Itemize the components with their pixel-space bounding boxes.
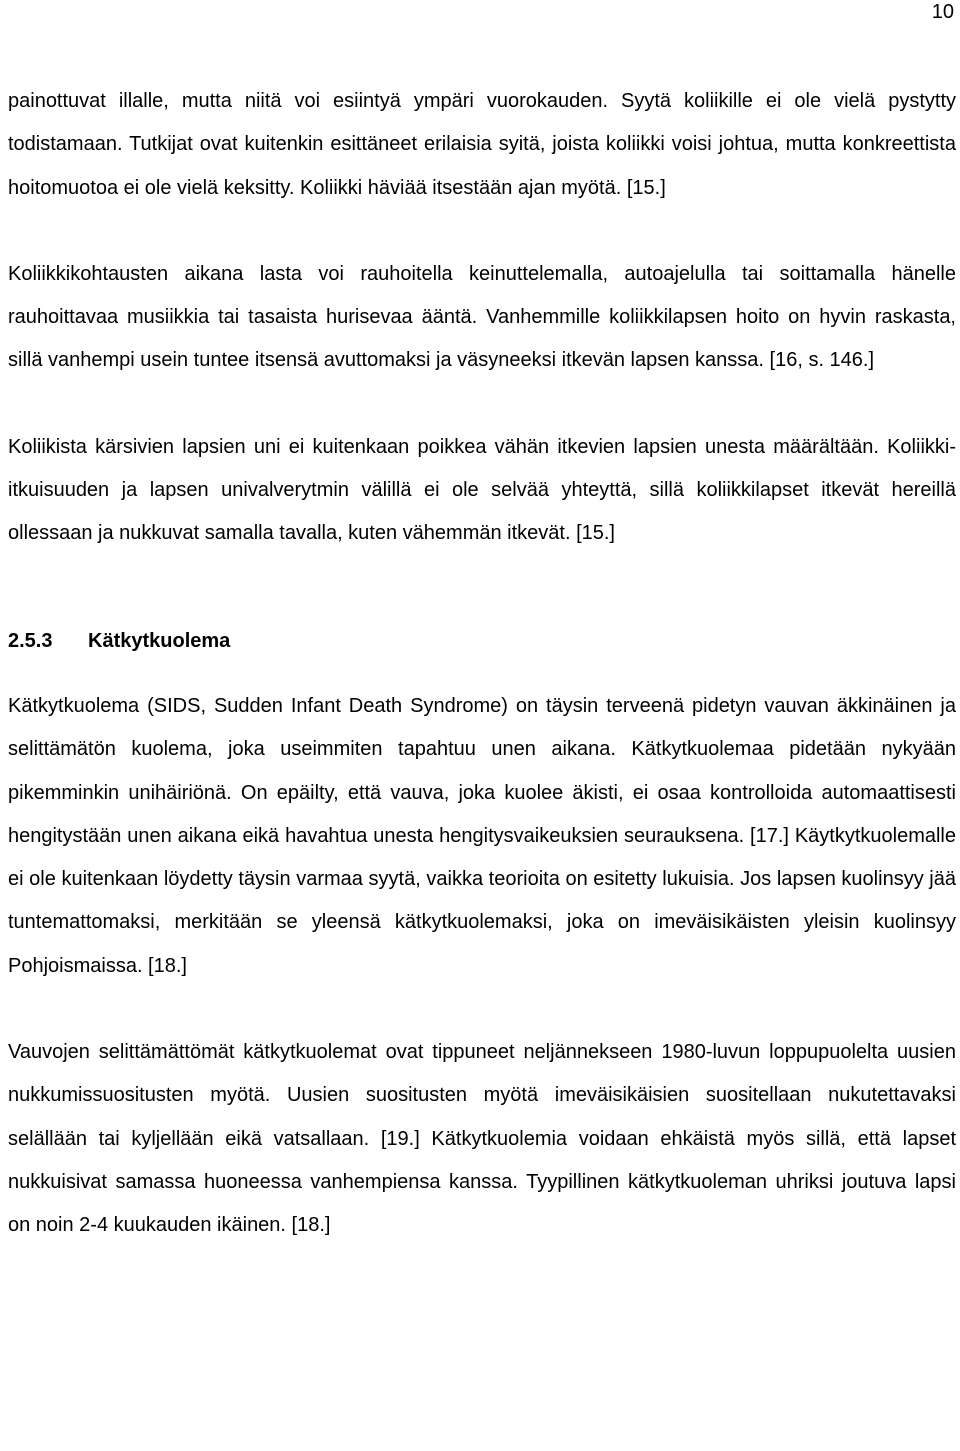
section-title: Kätkytkuolema [88, 629, 231, 652]
body-text [8, 80, 956, 1248]
paragraph: Vauvojen selittämättömät kätkytkuolemat ovat tippuneet neljännekseen 1980-luvun loppupuolelta uusien nukkumissuositusten myötä. Uusien suositusten myötä imeväisikäisien suositellaan nukutettavaksi selällään tai kyljellään eikä vatsallaan. [19.] Kätkytkuolemia voidaan ehkäistä myös sillä, että lapset nukkuisivat samassa huoneessa vanhempiensa kanssa. Tyypillinen kätkytkuoleman uhriksi joutuva lapsi on noin 2-4 kuukauden ikäinen. [18.] [8, 1041, 956, 1237]
section-heading [8, 620, 956, 663]
paragraph: Koliikkikohtausten aikana lasta voi rauhoitella keinuttelemalla, autoajelulla tai soittamalla hänelle rauhoittavaa musiikkia tai tasaista hurisevaa ääntä. Vanhemmille koliikkilapsen hoito on hyvin raskasta, sillä vanhempi usein tuntee itsensä avuttomaksi ja väsyneeksi itkevän lapsen kanssa. [16, s. 146.] [8, 262, 956, 372]
paragraph: painottuvat illalle, mutta niitä voi esiintyä ympäri vuorokauden. Syytä koliikille ei ole vielä pystytty todistamaan. Tutkijat ovat kuitenkin esittäneet erilaisia syitä, joista koliikki voisi johtua, mutta konkreettista hoitomuotoa ei ole vielä keksitty. Koliikki häviää itsestään ajan myötä. [15.] [8, 90, 956, 199]
paragraph: Koliikista kärsivien lapsien uni ei kuitenkaan poikkea vähän itkevien lapsien unesta määrältään. Koliikki-itkuisuuden ja lapsen univalverytmin välillä ei ole selvää yhteyttä, sillä koliikkilapset itkevät hereillä ollessaan ja nukkuvat samalla tavalla, kuten vähemmän itkevät. [15.] [8, 435, 956, 545]
section-number: 2.5.3 [8, 629, 53, 652]
page-number: 10 [931, 1, 954, 23]
paragraph: Kätkytkuolema (SIDS, Sudden Infant Death Syndrome) on täysin terveenä pidetyn vauvan äkkinäinen ja selittämätön kuolema, joka useimmiten tapahtuu unen aikana. Kätkytkuolemaa pidetään nykyään pikemminkin unihäiriönä. On epäilty, että vauva, joka kuolee äkisti, ei osaa kontrolloida automaattisesti hengitystään unen aikana eikä havahtua unesta hengitysvaikeuksien seurauksena. [17.] Käytkytkuolemalle ei ole kuitenkaan löydetty täysin varmaa syytä, vaikka teorioita on esitetty lukuisia. Jos lapsen kuolinsyy jää tuntemattomaksi, merkitään se yleensä kätkytkuolemaksi, joka on imeväisikäisten yleisin kuolinsyy Pohjoismaissa. [18.] [8, 694, 956, 977]
